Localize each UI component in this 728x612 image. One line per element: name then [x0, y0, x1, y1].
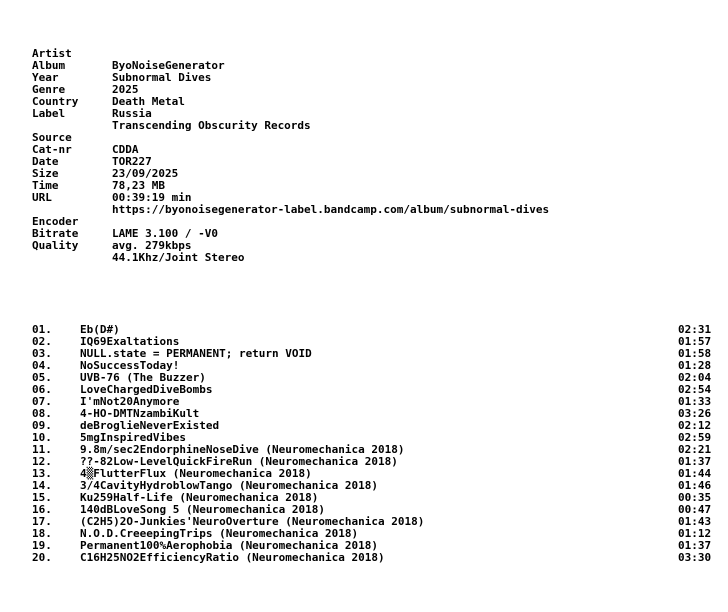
track-number: 19.	[32, 539, 52, 552]
track-number: 13.	[32, 467, 52, 480]
country-label: Country	[32, 95, 79, 108]
track-length: 02:54	[678, 383, 712, 396]
time-label: Time	[32, 179, 59, 192]
track-number: 01.	[32, 323, 52, 336]
track-number: 20.	[32, 551, 52, 564]
track-number: 08.	[32, 407, 52, 420]
track-title: ??-82Low-LevelQuickFireRun (Neuromechanica 2018)	[80, 455, 398, 468]
track-length: 01:12	[678, 527, 712, 540]
track-length: 00:47	[678, 503, 712, 516]
tracklist	[32, 324, 728, 564]
track-title: 4-HO-DMTNzambiKult	[80, 407, 200, 420]
track-title: NULL.state = PERMANENT; return VOID	[80, 347, 312, 360]
track-number: 09.	[32, 419, 52, 432]
country-value: Russia	[112, 107, 152, 120]
track-title: I'mNot20Anymore	[80, 395, 180, 408]
track-title: 5mgInspiredVibes	[80, 431, 186, 444]
track-row	[32, 552, 728, 564]
track-number: 18.	[32, 527, 52, 540]
track-number: 15.	[32, 491, 52, 504]
track-title: Eb(D#)	[80, 323, 120, 336]
release-info	[32, 36, 728, 264]
url-value: https://byonoisegenerator-label.bandcamp.com/album/subnormal-dives	[112, 203, 550, 216]
genre-label: Genre	[32, 83, 66, 96]
track-title: 9.8m/sec2EndorphineNoseDive (Neuromechanica 2018)	[80, 443, 405, 456]
track-number: 16.	[32, 503, 52, 516]
track-title: NoSuccessToday!	[80, 359, 180, 372]
track-title: deBroglieNeverExisted	[80, 419, 220, 432]
bitrate-label: Bitrate	[32, 227, 79, 240]
track-title: Ku259Half-Life (Neuromechanica 2018)	[80, 491, 319, 504]
track-title: (C2H5)2O-Junkies'NeuroOverture (Neuromechanica 2018)	[80, 515, 425, 528]
track-number: 03.	[32, 347, 52, 360]
track-length: 01:43	[678, 515, 712, 528]
track-length: 03:30	[678, 551, 712, 564]
track-title: LoveChargedDiveBombs	[80, 383, 213, 396]
genre-value: Death Metal	[112, 95, 185, 108]
quality-value: 44.1Khz/Joint Stereo	[112, 251, 245, 264]
track-length: 01:46	[678, 479, 712, 492]
source-value: CDDA	[112, 143, 139, 156]
track-length: 01:28	[678, 359, 712, 372]
catnr-label: Cat-nr	[32, 143, 72, 156]
artist-value: ByoNoiseGenerator	[112, 59, 225, 72]
year-value: 2025	[112, 83, 139, 96]
track-length: 01:37	[678, 539, 712, 552]
track-length: 01:37	[678, 455, 712, 468]
track-number: 14.	[32, 479, 52, 492]
url-label: URL	[32, 191, 52, 204]
track-title: N.O.D.CreeepingTrips (Neuromechanica 2018)	[80, 527, 359, 540]
track-number: 10.	[32, 431, 52, 444]
track-length: 02:04	[678, 371, 712, 384]
source-label: Source	[32, 131, 72, 144]
track-title: UVB-76 (The Buzzer)	[80, 371, 206, 384]
size-value: 78,23 MB	[112, 179, 165, 192]
track-title: 140dBLoveSong 5 (Neuromechanica 2018)	[80, 503, 326, 516]
time-value: 00:39:19 min	[112, 191, 192, 204]
encoder-label: Encoder	[32, 215, 79, 228]
track-number: 05.	[32, 371, 52, 384]
track-length: 02:59	[678, 431, 712, 444]
track-title: C16H25NO2EfficiencyRatio (Neuromechanica 2018)	[80, 551, 385, 564]
track-length: 02:31	[678, 323, 712, 336]
track-title: 3/4CavityHydroblowTango (Neuromechanica 2018)	[80, 479, 379, 492]
size-label: Size	[32, 167, 59, 180]
track-number: 17.	[32, 515, 52, 528]
track-number: 07.	[32, 395, 52, 408]
track-number: 02.	[32, 335, 52, 348]
track-number: 12.	[32, 455, 52, 468]
track-length: 01:57	[678, 335, 712, 348]
track-number: 06.	[32, 383, 52, 396]
encoder-value: LAME 3.100 / -V0	[112, 227, 218, 240]
track-length: 00:35	[678, 491, 712, 504]
track-length: 01:44	[678, 467, 712, 480]
track-number: 04.	[32, 359, 52, 372]
track-number: 11.	[32, 443, 52, 456]
catnr-value: TOR227	[112, 155, 152, 168]
year-label: Year	[32, 71, 59, 84]
track-length: 01:58	[678, 347, 712, 360]
quality-label: Quality	[32, 239, 79, 252]
album-value: Subnormal Dives	[112, 71, 212, 84]
track-title: IQ69Exaltations	[80, 335, 180, 348]
track-title: Permanent100%Aerophobia (Neuromechanica 2018)	[80, 539, 379, 552]
track-length: 01:33	[678, 395, 712, 408]
bitrate-value: avg. 279kbps	[112, 239, 192, 252]
track-length: 03:26	[678, 407, 712, 420]
track-length: 02:21	[678, 443, 712, 456]
date-label: Date	[32, 155, 59, 168]
album-label: Album	[32, 59, 66, 72]
label-label: Label	[32, 107, 66, 120]
track-length: 02:12	[678, 419, 712, 432]
label-value: Transcending Obscurity Records	[112, 119, 311, 132]
track-title: 4▒FlutterFlux (Neuromechanica 2018)	[80, 467, 312, 480]
artist-label: Artist	[32, 47, 72, 60]
date-value: 23/09/2025	[112, 167, 179, 180]
